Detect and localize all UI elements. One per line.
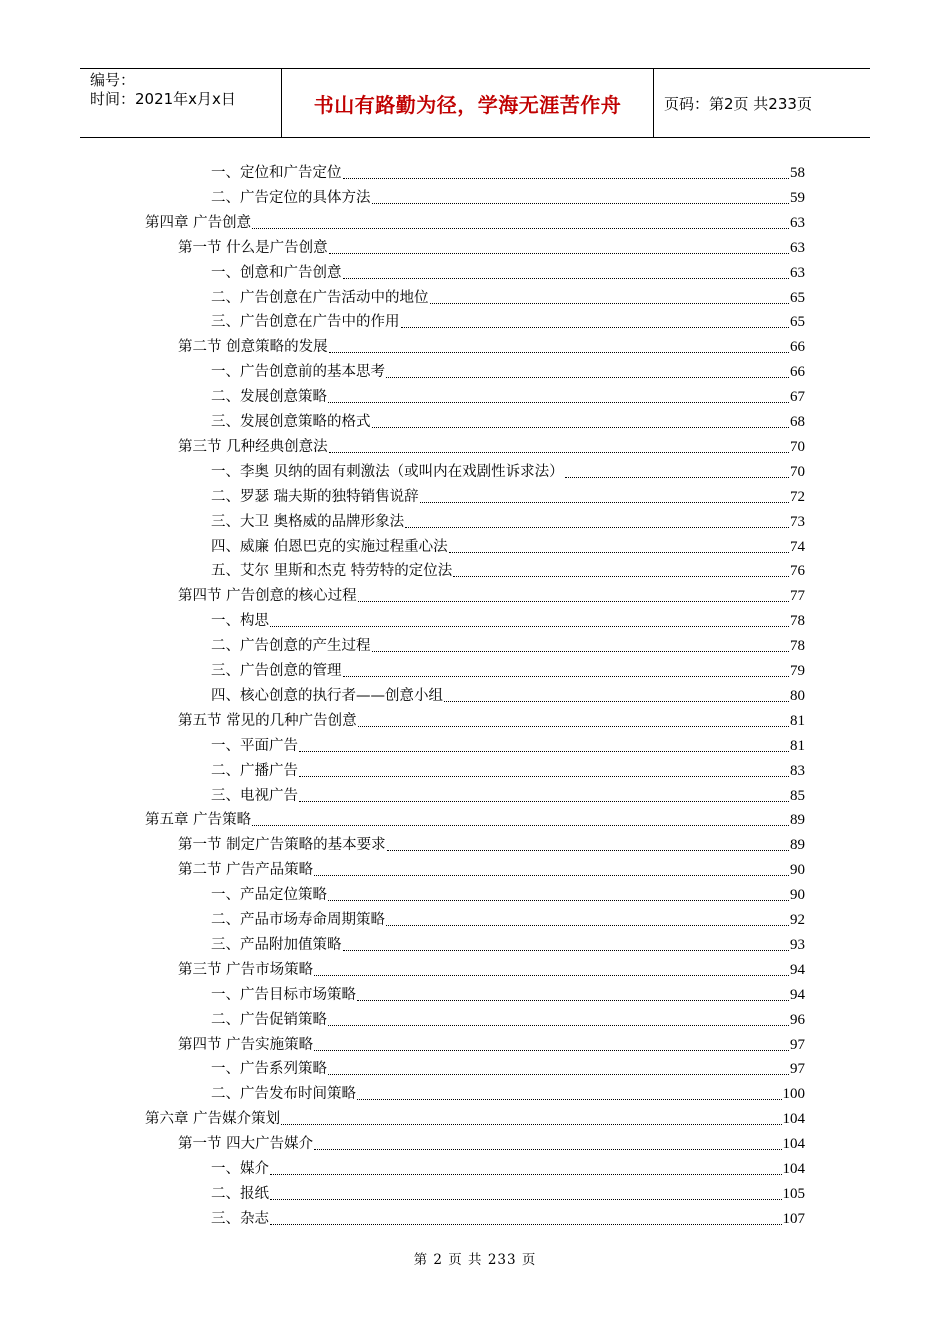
toc-entry[interactable] <box>211 258 805 282</box>
toc-dot-leader <box>270 1223 782 1225</box>
toc-entry-page: 78 <box>790 613 805 630</box>
toc-dot-leader <box>343 177 790 179</box>
toc-entry-title: 一、李奥 贝纳的固有刺激法（或叫内在戏剧性诉求法） <box>211 463 564 480</box>
toc-entry-page: 66 <box>790 364 805 381</box>
toc-entry[interactable] <box>211 606 805 630</box>
toc-entry-title: 三、广告创意的管理 <box>211 663 342 679</box>
toc-entry-title: 第四章 广告创意 <box>145 214 252 231</box>
toc-entry-title: 三、产品附加值策略 <box>211 936 342 953</box>
toc-dot-leader <box>252 227 789 229</box>
header-page-info: 页码：第2页 共233页 <box>664 94 812 113</box>
toc-entry-title: 三、杂志 <box>211 1210 269 1227</box>
toc-entry[interactable] <box>211 1154 805 1178</box>
toc-entry-page: 97 <box>790 1061 805 1078</box>
toc-entry-title: 一、产品定位策略 <box>211 887 327 904</box>
toc-entry-title: 第六章 广告媒介策划 <box>145 1111 281 1128</box>
toc-entry-title: 第二节 广告产品策略 <box>178 862 314 879</box>
toc-dot-leader <box>329 351 789 353</box>
toc-entry[interactable] <box>211 1179 805 1203</box>
toc-entry[interactable] <box>211 283 805 307</box>
toc-entry-page: 93 <box>790 936 805 953</box>
toc-entry-page: 63 <box>790 264 805 281</box>
toc-entry[interactable] <box>178 955 805 979</box>
toc-entry[interactable] <box>211 656 805 680</box>
toc-entry-page: 63 <box>790 239 805 256</box>
toc-entry-title: 二、广告发布时间策略 <box>211 1086 356 1103</box>
toc-entry[interactable] <box>178 1129 805 1153</box>
toc-entry-title: 四、核心创意的执行者——创意小组 <box>211 687 443 704</box>
toc-entry-title: 二、发展创意策略 <box>211 389 327 406</box>
toc-entry-page: 104 <box>782 1136 805 1153</box>
toc-dot-leader <box>299 750 789 752</box>
toc-dot-leader <box>405 526 789 528</box>
toc-entry[interactable] <box>178 233 805 257</box>
toc-entry-title: 二、广告定位的具体方法 <box>211 189 371 206</box>
toc-entry-page: 72 <box>790 488 805 505</box>
toc-dot-leader <box>314 974 789 976</box>
toc-entry[interactable] <box>211 1204 805 1228</box>
toc-entry-page: 65 <box>790 314 805 331</box>
header-time-label: 时间：2021年x月x日 <box>90 90 236 108</box>
toc-dot-leader <box>314 1148 781 1150</box>
toc-entry-page: 70 <box>790 438 805 455</box>
toc-entry-title: 二、产品市场寿命周期策略 <box>211 912 385 928</box>
toc-entry-page: 67 <box>790 389 805 406</box>
toc-entry-title: 二、罗瑟 瑞夫斯的独特销售说辞 <box>211 488 419 505</box>
toc-dot-leader <box>252 824 789 826</box>
toc-entry-title: 三、广告创意在广告中的作用 <box>211 314 400 331</box>
toc-entry[interactable] <box>211 482 805 506</box>
toc-entry-page: 76 <box>790 563 805 580</box>
toc-dot-leader <box>372 202 790 204</box>
toc-dot-leader <box>357 1098 782 1100</box>
toc-entry[interactable] <box>211 980 805 1004</box>
toc-entry[interactable] <box>178 432 805 456</box>
toc-entry-title: 第一节 什么是广告创意 <box>178 239 328 256</box>
toc-entry[interactable] <box>145 805 805 829</box>
header-motto: 书山有路勤为径，学海无涯苦作舟 <box>282 69 654 137</box>
toc-entry[interactable] <box>178 581 805 605</box>
toc-entry-page: 81 <box>790 712 805 729</box>
toc-dot-leader <box>329 451 789 453</box>
toc-entry-page: 89 <box>790 837 805 854</box>
toc-entry[interactable] <box>211 457 805 481</box>
toc-entry[interactable] <box>211 507 805 531</box>
toc-dot-leader <box>453 575 789 577</box>
toc-entry-title: 一、构思 <box>211 613 269 630</box>
toc-entry-title: 一、广告系列策略 <box>211 1061 327 1078</box>
toc-entry[interactable] <box>211 556 805 580</box>
toc-entry-page: 78 <box>790 638 805 655</box>
toc-dot-leader <box>270 1173 782 1175</box>
toc-dot-leader <box>343 277 790 279</box>
toc-entry[interactable] <box>211 1079 805 1103</box>
toc-entry[interactable] <box>211 1005 805 1029</box>
toc-entry-title: 二、广告创意在广告活动中的地位 <box>211 289 429 306</box>
toc-entry-page: 65 <box>790 289 805 306</box>
toc-dot-leader <box>328 1024 789 1026</box>
toc-entry-title: 第五节 常见的几种广告创意 <box>178 712 357 729</box>
toc-dot-leader <box>565 476 789 478</box>
toc-entry[interactable] <box>178 1030 805 1054</box>
toc-entry-page: 70 <box>790 463 805 480</box>
toc-entry-page: 80 <box>790 687 805 704</box>
toc-entry-page: 97 <box>790 1036 805 1053</box>
toc-entry-page: 83 <box>790 762 805 779</box>
toc-entry[interactable] <box>211 532 805 556</box>
toc-entry-title: 第四节 广告创意的核心过程 <box>178 588 357 605</box>
toc-entry-page: 100 <box>782 1086 805 1103</box>
toc-dot-leader <box>444 700 789 702</box>
toc-entry-page: 74 <box>790 538 805 555</box>
toc-entry-title: 四、威廉 伯恩巴克的实施过程重心法 <box>211 538 448 555</box>
toc-entry-page: 90 <box>790 862 805 879</box>
toc-dot-leader <box>270 625 789 627</box>
toc-entry-title: 三、发展创意策略的格式 <box>211 414 371 430</box>
toc-entry-title: 二、广告创意的产生过程 <box>211 638 371 655</box>
toc-entry-title: 一、平面广告 <box>211 737 298 754</box>
toc-entry[interactable] <box>211 158 805 182</box>
toc-entry-page: 79 <box>790 663 805 679</box>
toc-dot-leader <box>314 874 789 876</box>
toc-entry-title: 一、广告创意前的基本思考 <box>211 364 385 381</box>
toc-dot-leader <box>328 899 789 901</box>
toc-entry[interactable] <box>145 1104 805 1128</box>
toc-dot-leader <box>328 401 789 403</box>
toc-entry-page: 68 <box>790 414 805 430</box>
toc-entry-title: 二、广播广告 <box>211 762 298 779</box>
toc-dot-leader <box>299 775 789 777</box>
toc-entry-title: 五、艾尔 里斯和杰克 特劳特的定位法 <box>211 563 453 580</box>
toc-entry-page: 94 <box>790 986 805 1003</box>
toc-entry[interactable] <box>211 307 805 331</box>
toc-dot-leader <box>299 800 789 802</box>
toc-entry-page: 63 <box>790 214 805 231</box>
toc-entry-title: 二、报纸 <box>211 1185 269 1202</box>
page-footer: 第 2 页 共 233 页 <box>413 1252 537 1268</box>
toc-dot-leader <box>358 600 789 602</box>
toc-entry-page: 94 <box>790 961 805 978</box>
toc-dot-leader <box>372 426 790 428</box>
toc-entry[interactable] <box>211 756 805 780</box>
toc-entry-page: 66 <box>790 339 805 356</box>
toc-entry-title: 一、创意和广告创意 <box>211 264 342 281</box>
toc-entry-page: 89 <box>790 812 805 829</box>
toc-entry-title: 一、定位和广告定位 <box>211 165 342 181</box>
toc-entry-page: 104 <box>782 1111 805 1128</box>
toc-dot-leader <box>314 1049 789 1051</box>
toc-entry-page: 107 <box>782 1210 805 1227</box>
toc-entry-title: 第三节 几种经典创意法 <box>178 438 328 455</box>
document-header <box>80 68 870 138</box>
toc-entry-title: 第四节 广告实施策略 <box>178 1036 314 1053</box>
toc-entry[interactable] <box>211 357 805 381</box>
toc-entry[interactable] <box>211 681 805 705</box>
toc-entry[interactable] <box>211 631 805 655</box>
toc-entry[interactable] <box>211 1054 805 1078</box>
toc-dot-leader <box>329 252 789 254</box>
toc-entry-page: 58 <box>790 165 805 181</box>
toc-dot-leader <box>358 725 789 727</box>
toc-entry[interactable] <box>211 382 805 406</box>
toc-entry-title: 三、电视广告 <box>211 787 298 804</box>
toc-entry-title: 一、媒介 <box>211 1161 269 1177</box>
toc-dot-leader <box>386 924 789 926</box>
toc-entry-page: 90 <box>790 887 805 904</box>
toc-dot-leader <box>270 1198 782 1200</box>
toc-entry-title: 第一节 四大广告媒介 <box>178 1136 314 1153</box>
toc-entry-page: 59 <box>790 189 805 206</box>
toc-entry[interactable] <box>211 880 805 904</box>
toc-dot-leader <box>386 376 789 378</box>
toc-entry-page: 77 <box>790 588 805 605</box>
toc-entry[interactable] <box>211 731 805 755</box>
toc-entry[interactable] <box>178 830 805 854</box>
toc-dot-leader <box>401 326 790 328</box>
toc-entry-title: 第二节 创意策略的发展 <box>178 339 328 356</box>
toc-entry-title: 三、大卫 奥格威的品牌形象法 <box>211 513 405 530</box>
toc-entry-page: 105 <box>782 1185 805 1202</box>
toc-dot-leader <box>387 849 789 851</box>
toc-dot-leader <box>449 551 789 553</box>
toc-entry-title: 二、广告促销策略 <box>211 1011 327 1028</box>
toc-entry-title: 第五章 广告策略 <box>145 812 252 829</box>
toc-entry-page: 81 <box>790 737 805 754</box>
toc-dot-leader <box>343 675 790 677</box>
toc-entry-page: 92 <box>790 912 805 928</box>
toc-entry-page: 104 <box>782 1161 805 1177</box>
header-number-label: 编号： <box>90 71 136 89</box>
toc-entry[interactable] <box>211 930 805 954</box>
toc-entry[interactable] <box>145 208 805 232</box>
toc-dot-leader <box>430 302 790 304</box>
toc-entry-title: 第一节 制定广告策略的基本要求 <box>178 837 386 854</box>
toc-entry[interactable] <box>211 781 805 805</box>
toc-dot-leader <box>328 1073 789 1075</box>
toc-entry[interactable] <box>178 706 805 730</box>
toc-dot-leader <box>343 949 790 951</box>
toc-dot-leader <box>372 650 790 652</box>
toc-entry[interactable] <box>211 407 805 431</box>
toc-entry[interactable] <box>211 183 805 207</box>
toc-dot-leader <box>281 1123 781 1125</box>
toc-entry-page: 73 <box>790 513 805 530</box>
toc-entry-title: 第三节 广告市场策略 <box>178 961 314 978</box>
toc-entry-title: 一、广告目标市场策略 <box>211 986 356 1003</box>
toc-dot-leader <box>357 999 789 1001</box>
toc-entry-page: 85 <box>790 787 805 804</box>
toc-entry[interactable] <box>178 855 805 879</box>
header-meta <box>80 69 282 137</box>
toc-dot-leader <box>420 501 789 503</box>
toc-entry[interactable] <box>178 332 805 356</box>
toc-entry-page: 96 <box>790 1011 805 1028</box>
toc-entry[interactable] <box>211 905 805 929</box>
